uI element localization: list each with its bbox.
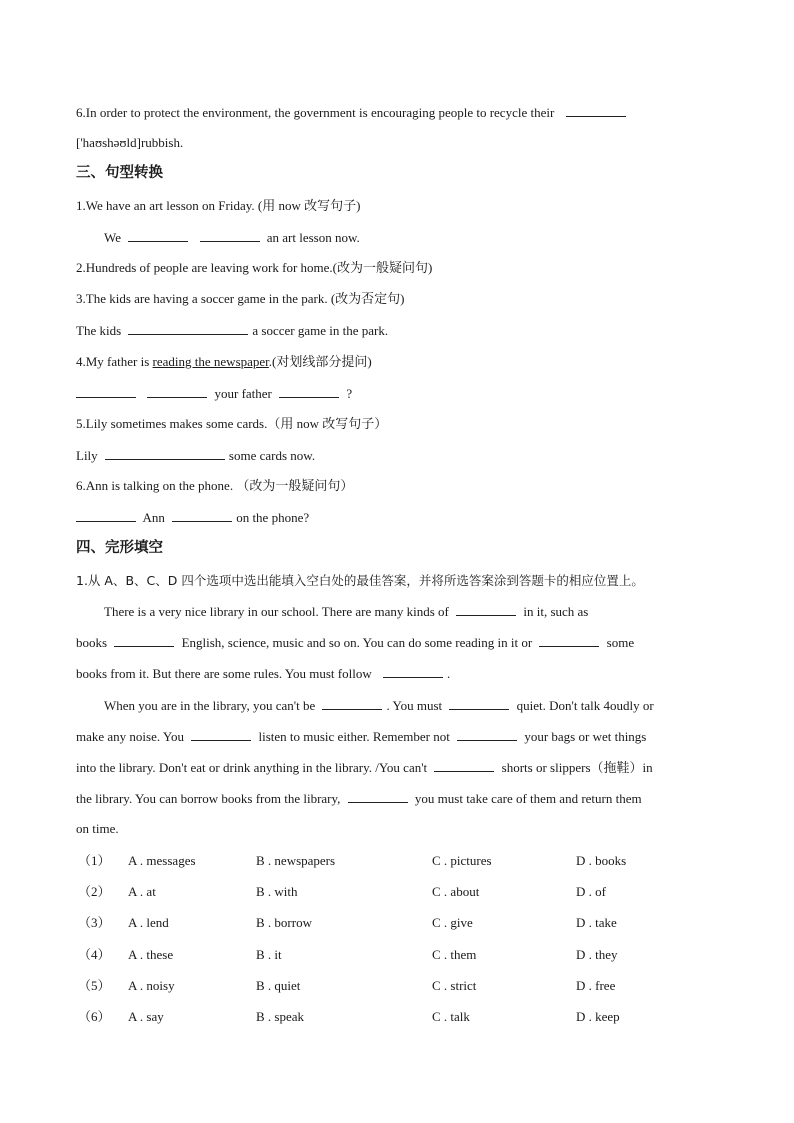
option-choice-b[interactable]: B . with [256,884,298,900]
option-choice-c[interactable]: C . them [432,946,477,962]
passage-text: into the library. Don't eat or drink anything in the library. /You can't [76,760,428,775]
passage-text: your bags or wet things [524,729,647,744]
answer-blank[interactable] [105,447,225,460]
answer-blank[interactable] [76,509,136,522]
passage-text: English, science, music and so on. You can do some reading in it or [181,635,533,650]
answer-prefix: We [104,230,121,245]
answer-blank[interactable] [128,229,188,242]
passage-text: the library. You can borrow books from the library, [76,791,341,806]
answer-blank[interactable] [128,322,248,335]
option-number: （3） [78,915,111,931]
answer-blank[interactable] [539,634,599,647]
question-1: 1.We have an art lesson on Friday. (用 now 改写句子) [76,198,361,213]
option-choice-c[interactable]: C . about [432,884,480,900]
option-choice-b[interactable]: B . quiet [256,977,301,993]
answer-blank[interactable] [172,509,232,522]
option-choice-b[interactable]: B . newspapers [256,853,336,868]
section-heading-cloze: 四、完形填空 [76,540,163,556]
question-5: 5.Lily sometimes makes some cards.（用 now 改写句子） [76,416,388,431]
passage-line [104,603,588,620]
passage-text: books [76,635,108,650]
option-choice-a[interactable]: A . these [128,946,174,962]
answer-line-4 [76,385,352,402]
answer-blank[interactable] [114,634,174,647]
option-choice-a[interactable]: A . at [128,884,156,900]
answer-blank[interactable] [76,385,136,398]
option-number: （2） [78,884,111,900]
passage-text: books from it. But there are some rules. You must follow [76,666,372,681]
option-choice-d[interactable]: D . books [576,853,627,868]
option-choice-a[interactable]: A . lend [128,915,169,931]
option-choice-c[interactable]: C . pictures [432,853,492,868]
passage-text: you must take care of them and return them [414,791,642,806]
question-mark: ? [346,386,353,401]
option-choice-d[interactable]: D . of [576,884,606,900]
passage-text: There is a very nice library in our school. There are many kinds of [104,604,449,619]
passage-text: some [606,635,635,650]
answer-blank[interactable] [456,603,516,616]
answer-line-6 [76,509,309,526]
option-choice-a[interactable]: A . messages [128,853,196,868]
answer-suffix: on the phone? [236,510,310,525]
answer-suffix: some cards now. [228,448,316,463]
passage-text: When you are in the library, you can't be [104,698,316,713]
passage-text: listen to music either. Remember not [258,729,450,744]
option-number: （5） [78,977,111,993]
option-choice-a[interactable]: A . noisy [128,977,175,993]
passage-text: . You must [386,698,443,713]
option-number: （1） [78,853,111,868]
option-choice-d[interactable]: D . keep [576,1009,620,1024]
answer-blank[interactable] [348,790,408,803]
answer-prefix: Lily [76,448,98,463]
option-choice-c[interactable]: C . give [432,915,473,931]
section-heading-sentence-transform: 三、句型转换 [76,165,163,181]
answer-blank[interactable] [322,697,382,710]
passage-line [76,790,642,807]
answer-suffix: an art lesson now. [266,230,360,245]
q6-text: 6.In order to protect the environment, the government is encouraging people to recycle their [76,105,555,120]
question-6: 6.Ann is talking on the phone. （改为一般疑问句） [76,478,354,493]
answer-blank[interactable] [191,728,251,741]
passage-line: on time. [76,821,119,836]
answer-blank[interactable] [147,385,207,398]
answer-blank[interactable] [449,697,509,710]
passage-line [76,665,450,682]
question-3: 3.The kids are having a soccer game in the park. (改为否定句) [76,291,405,306]
option-choice-d[interactable]: D . take [576,915,617,931]
cloze-instruction: 1.从 A、B、C、D 四个选项中选出能填入空白处的最佳答案，并将所选答案涂到答题卡的相应位置上。 [76,573,644,588]
question-2: 2.Hundreds of people are leaving work for home.(改为一般疑问句) [76,260,433,275]
option-choice-b[interactable]: B . speak [256,1009,305,1024]
option-choice-d[interactable]: D . free [576,977,616,993]
q6-line [76,104,630,121]
option-number: （6） [78,1009,111,1024]
passage-text: . [446,666,451,681]
answer-blank[interactable] [383,665,443,678]
option-choice-d[interactable]: D . they [576,946,618,962]
answer-blank[interactable] [566,104,626,117]
passage-text: shorts or slippers（拖鞋）in [501,760,653,775]
option-choice-b[interactable]: B . borrow [256,915,312,931]
answer-blank[interactable] [457,728,517,741]
answer-blank[interactable] [200,229,260,242]
option-choice-b[interactable]: B . it [256,946,282,962]
answer-prefix: The kids [76,323,122,338]
option-choice-c[interactable]: C . talk [432,1009,470,1024]
option-number: （4） [78,946,111,962]
passage-line [104,697,654,714]
question-4-text: 4.My father is [76,354,150,369]
passage-line [76,728,646,745]
passage-text: in it, such as [523,604,589,619]
answer-suffix: a soccer game in the park. [252,323,389,338]
answer-line-1 [104,229,360,246]
passage-text: quiet. Don't talk 4oudly or [516,698,654,713]
question-4 [76,354,372,370]
passage-text: make any noise. You [76,729,184,744]
passage-line [76,634,634,651]
answer-line-3 [76,322,388,339]
option-choice-a[interactable]: A . say [128,1009,164,1024]
answer-middle: your father [214,386,272,401]
answer-blank[interactable] [279,385,339,398]
answer-line-5 [76,447,315,464]
answer-middle: Ann [142,510,165,525]
underlined-phrase: reading the newspaper [152,354,269,369]
option-choice-c[interactable]: C . strict [432,977,477,993]
passage-line [76,759,653,776]
question-4-instruction: .(对划线部分提问) [268,354,372,369]
answer-blank[interactable] [434,759,494,772]
q6-continuation: ['haʊshəʊld]rubbish. [76,135,184,150]
